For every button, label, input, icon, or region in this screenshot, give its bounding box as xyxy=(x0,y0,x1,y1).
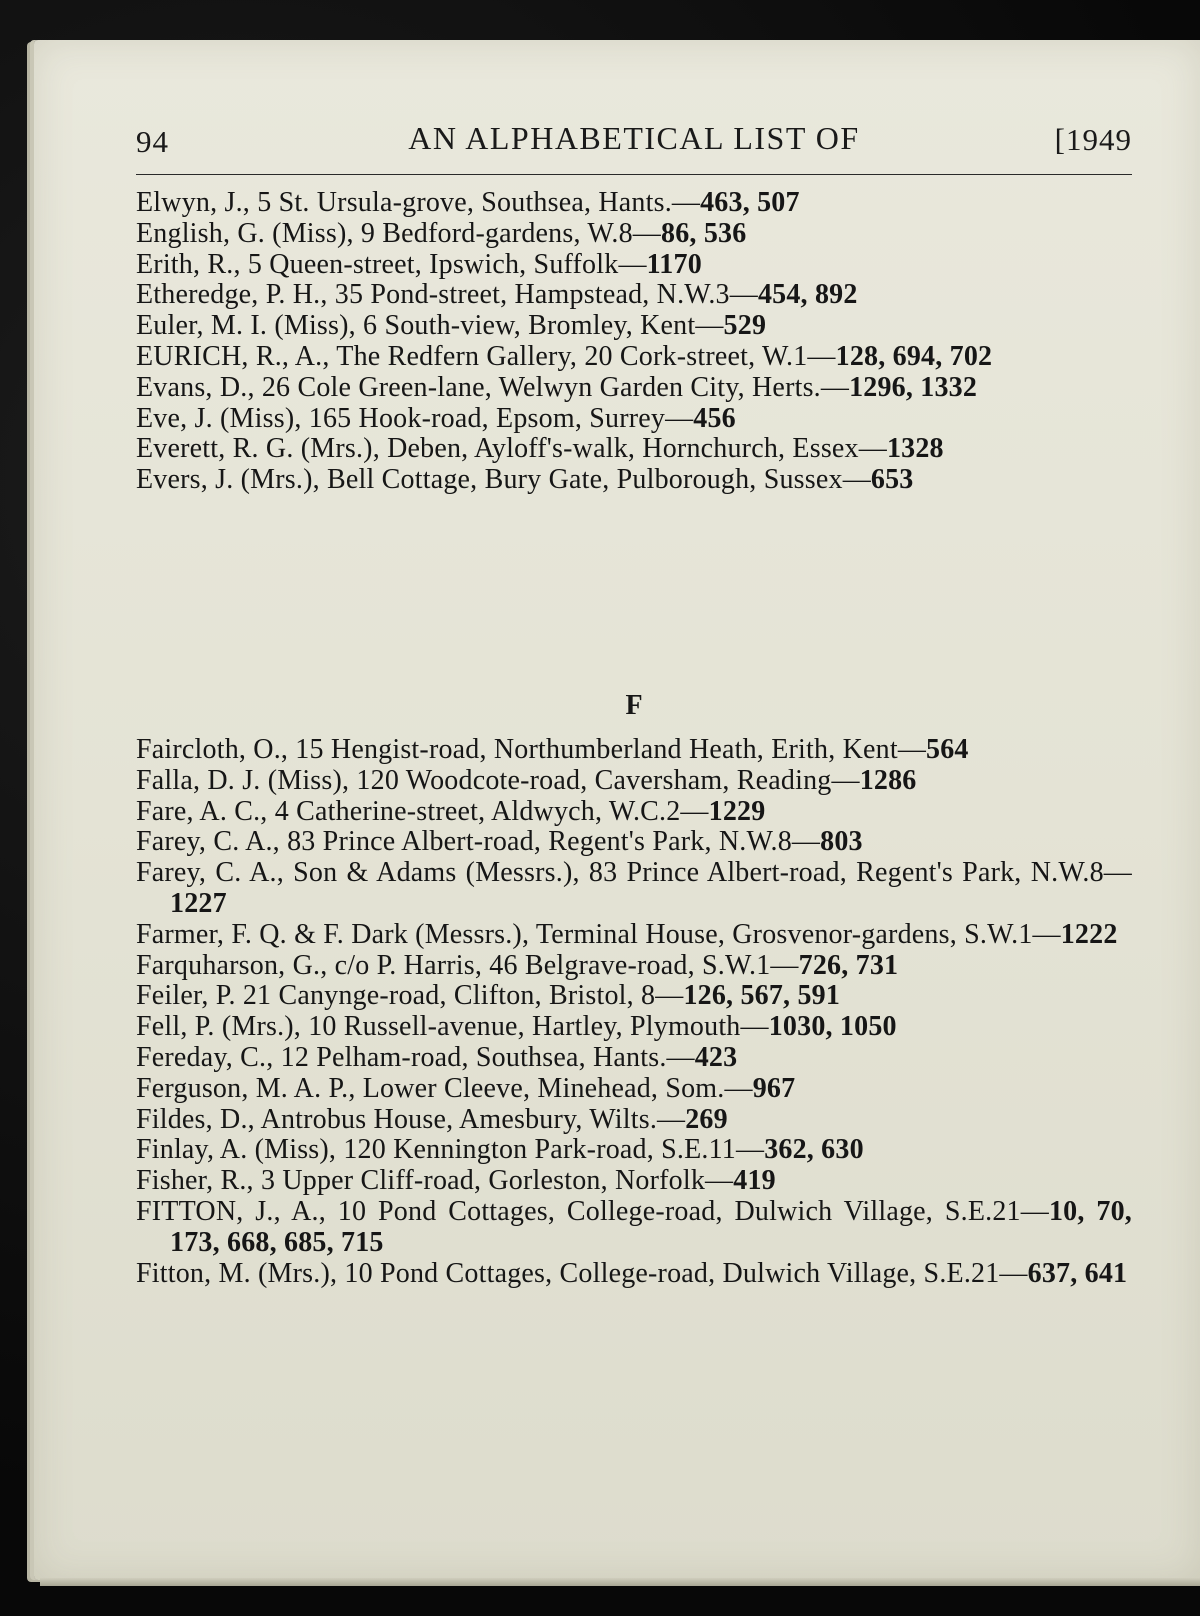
list-item: Fitton, M. (Mrs.), 10 Pond Cottages, College-road, Dulwich Village, S.E.21—637, 641 xyxy=(136,1257,1128,1289)
list-item: FITTON, J., A., 10 Pond Cottages, College-road, Dulwich Village, S.E.21—10, 70, 173, 668, 685, 715 xyxy=(136,1195,1132,1258)
list-item: Fell, P. (Mrs.), 10 Russell-avenue, Hartley, Plymouth—1030, 1050 xyxy=(136,1011,897,1043)
section-f-list xyxy=(136,735,1132,1289)
list-item: Everett, R. G. (Mrs.), Deben, Ayloff's-walk, Hornchurch, Essex—1328 xyxy=(136,433,944,465)
list-item: Elwyn, J., 5 St. Ursula-grove, Southsea, Hants.—463, 507 xyxy=(136,187,800,218)
list-item: Fare, A. C., 4 Catherine-street, Aldwych, W.C.2—1229 xyxy=(136,795,766,827)
list-item: Farey, C. A., Son & Adams (Messrs.), 83 Prince Albert-road, Regent's Park, N.W.8—1227 xyxy=(136,857,1132,919)
list-item: Fildes, D., Antrobus House, Amesbury, Wilts.—269 xyxy=(136,1103,728,1135)
list-item: Farey, C. A., 83 Prince Albert-road, Regent's Park, N.W.8—803 xyxy=(136,826,863,858)
list-item: Farmer, F. Q. & F. Dark (Messrs.), Terminal House, Grosvenor-gardens, S.W.1—1222 xyxy=(136,918,1118,950)
list-item: Euler, M. I. (Miss), 6 South-view, Bromley, Kent—529 xyxy=(136,310,767,342)
list-item: Erith, R., 5 Queen-street, Ipswich, Suffolk—1170 xyxy=(136,248,702,280)
list-item: Farquharson, G., c/o P. Harris, 46 Belgrave-road, S.W.1—726, 731 xyxy=(136,949,899,981)
section-heading: F xyxy=(625,690,643,721)
list-item: Fereday, C., 12 Pelham-road, Southsea, Hants.—423 xyxy=(136,1041,738,1073)
list-item: Feiler, P. 21 Canynge-road, Clifton, Bristol, 8—126, 567, 591 xyxy=(136,980,841,1012)
section-e-list xyxy=(136,188,1132,496)
page-number: 94 xyxy=(136,124,169,159)
list-item: Evans, D., 26 Cole Green-lane, Welwyn Garden City, Herts.—1296, 1332 xyxy=(136,371,978,403)
list-item: Etheredge, P. H., 35 Pond-street, Hampstead, N.W.3—454, 892 xyxy=(136,279,858,311)
page-header xyxy=(136,114,1132,175)
list-item: Ferguson, M. A. P., Lower Cleeve, Minehead, Som.—967 xyxy=(136,1072,796,1104)
list-item: Falla, D. J. (Miss), 120 Woodcote-road, Caversham, Reading—1286 xyxy=(136,764,917,796)
header-year: [1949 xyxy=(1054,122,1132,157)
list-item: Finlay, A. (Miss), 120 Kennington Park-road, S.E.11—362, 630 xyxy=(136,1134,864,1166)
list-item: Eve, J. (Miss), 165 Hook-road, Epsom, Surrey—456 xyxy=(136,402,736,434)
list-item: Fisher, R., 3 Upper Cliff-road, Gorleston, Norfolk—419 xyxy=(136,1165,776,1197)
page-title: AN ALPHABETICAL LIST OF xyxy=(408,120,860,156)
list-item: Evers, J. (Mrs.), Bell Cottage, Bury Gate, Pulborough, Sussex—653 xyxy=(136,464,914,496)
list-item: English, G. (Miss), 9 Bedford-gardens, W.8—86, 536 xyxy=(136,217,747,249)
list-item: EURICH, R., A., The Redfern Gallery, 20 Cork-street, W.1—128, 694, 702 xyxy=(136,340,993,372)
list-item: Faircloth, O., 15 Hengist-road, Northumberland Heath, Erith, Kent—564 xyxy=(136,734,969,765)
